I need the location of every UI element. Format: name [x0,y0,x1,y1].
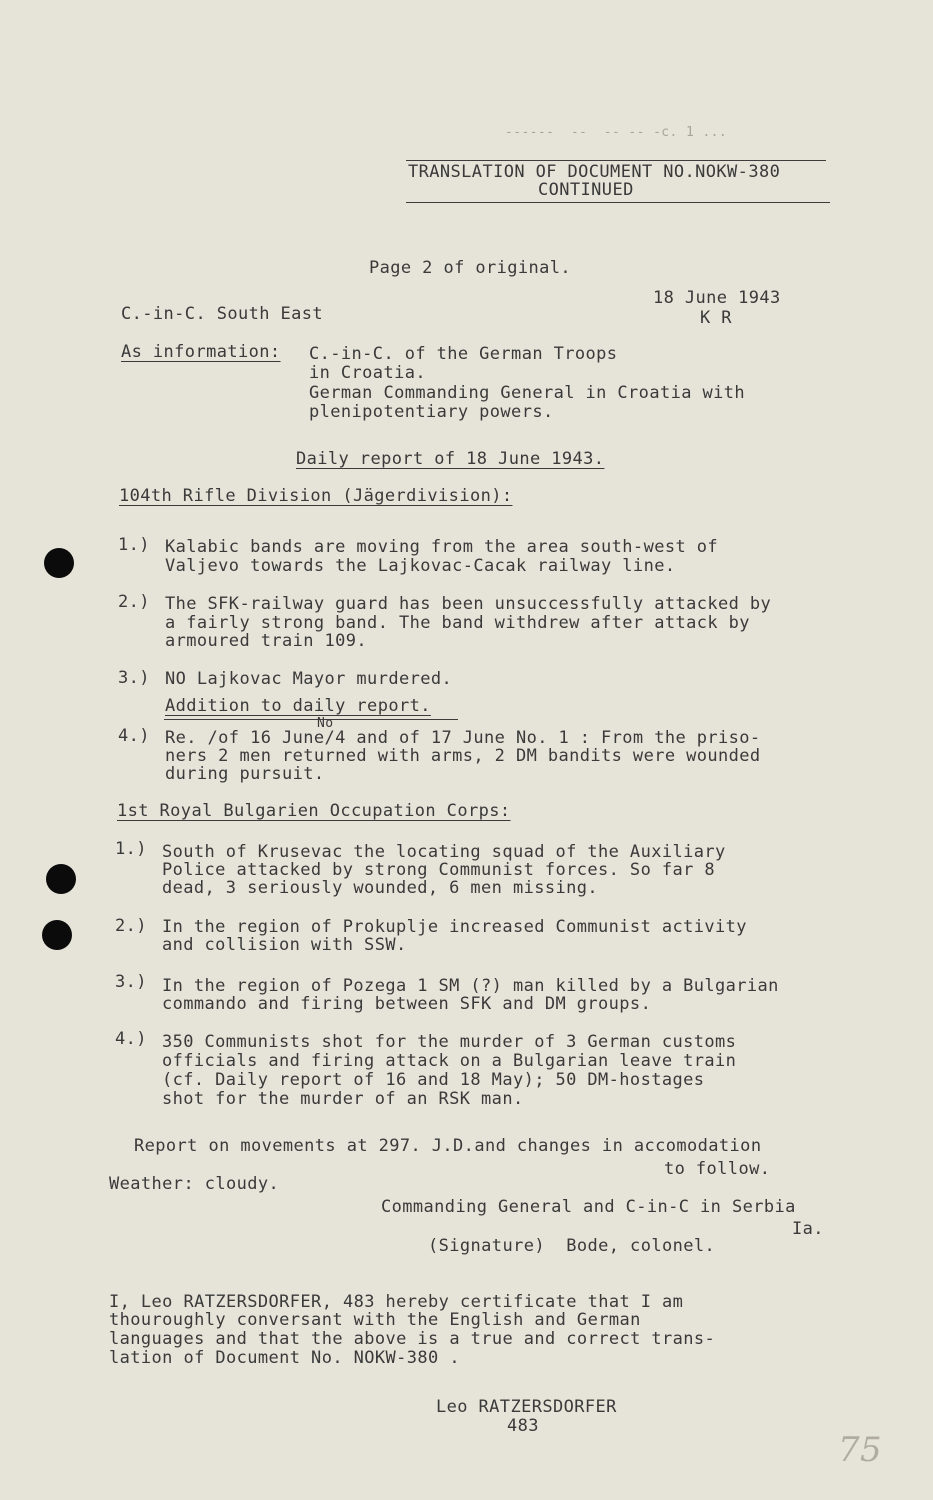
s2-item4-line4: shot for the murder of an RSK man. [162,1089,524,1109]
certificate-line4: lation of Document No. NOKW-380 . [109,1348,460,1368]
info-line-3: German Commanding General in Croatia with [309,383,746,403]
s2-item1-line2: Police attacked by strong Communist forces. So far 8 [162,860,716,880]
certificate-line1: I, Leo RATZERSDORFER, 483 hereby certificate that I am [109,1292,684,1312]
sender: C.-in-C. South East [121,304,324,324]
kr-mark: K R [700,308,732,328]
s1-item3-number: 3.) [118,668,150,688]
title-underline [406,202,830,203]
ia-mark: Ia. [792,1219,824,1239]
s2-item3-line1: In the region of Pozega 1 SM (?) man killed by a Bulgarian [162,976,779,996]
s2-item4-line2: officials and firing attack on a Bulgarian leave train [162,1051,737,1071]
section1-title: 104th Rifle Division (Jägerdivision): [119,486,513,506]
s2-item1-number: 1.) [115,839,147,859]
s1-item1-number: 1.) [118,535,150,555]
report-date: 18 June 1943 [653,288,781,308]
s1-item2-number: 2.) [118,592,150,612]
s2-item1-line1: South of Krusevac the locating squad of the Auxiliary [162,842,726,862]
s2-item1-line3: dead, 3 seriously wounded, 6 men missing. [162,878,599,898]
s1-item4-number: 4.) [118,726,150,746]
title-line2: CONTINUED [538,180,634,200]
faint-header: ------ -- -- -- -c. 1 ... [505,125,728,140]
certificate-line3: languages and that the above is a true and correct trans- [109,1329,716,1349]
s2-item3-line2: commando and firing between SFK and DM groups. [162,994,652,1014]
movements-line2: to follow. [664,1159,771,1179]
s2-item4-number: 4.) [115,1029,147,1049]
s1-item4-line2: ners 2 men returned with arms, 2 DM bandits were wounded [165,746,761,766]
s2-item3-number: 3.) [115,972,147,992]
s1-item4-line3: during pursuit. [165,764,325,784]
commanding-general: Commanding General and C-in-C in Serbia [381,1197,796,1217]
no-correction: No [317,716,334,731]
section2-title: 1st Royal Bulgarien Occupation Corps: [117,801,511,821]
page-reference: Page 2 of original. [369,258,572,278]
handwritten-page-mark: 75 [838,1430,883,1470]
movements-line1: Report on movements at 297. J.D.and changes in accomodation [134,1136,762,1156]
report-title: Daily report of 18 June 1943. [296,449,605,469]
s1-item1-line1: Kalabic bands are moving from the area south-west of [165,537,719,557]
s2-item4-line1: 350 Communists shot for the murder of 3 German customs [162,1032,737,1052]
title-line1: TRANSLATION OF DOCUMENT NO.NOKW-380 [408,162,781,182]
addition-underline [164,719,458,720]
s2-item2-number: 2.) [115,916,147,936]
addition-heading: Addition to daily report. [165,696,431,716]
s1-item2-line1: The SFK-railway guard has been unsuccessfully attacked by [165,594,772,614]
s2-item2-line2: and collision with SSW. [162,935,407,955]
punch-hole-top [44,548,74,578]
certificate-line2: thouroughly conversant with the English and German [109,1310,641,1330]
punch-hole-bottom [42,920,72,950]
s1-item4-line1: Re. /of 16 June/4 and of 17 June No. 1 : From the priso- [165,728,761,748]
title-overline [406,160,826,161]
info-line-4: plenipotentiary powers. [309,402,554,422]
s1-item2-line3: armoured train 109. [165,631,368,651]
s2-item4-line3: (cf. Daily report of 16 and 18 May); 50 DM-hostages [162,1070,705,1090]
s1-item2-line2: a fairly strong band. The band withdrew after attack by [165,613,750,633]
translator-number: 483 [507,1416,539,1436]
weather: Weather: cloudy. [109,1174,280,1194]
s2-item2-line1: In the region of Prokuplje increased Communist activity [162,917,747,937]
signature-line: (Signature) Bode, colonel. [428,1236,716,1256]
info-line-1: C.-in-C. of the German Troops [309,344,618,364]
punch-hole-middle [46,864,76,894]
info-line-2: in Croatia. [309,363,426,383]
s1-item1-line2: Valjevo towards the Lajkovac-Cacak railway line. [165,556,676,576]
info-label: As information: [121,342,281,362]
translator-name: Leo RATZERSDORFER [436,1397,617,1417]
s1-item3-line1: NO Lajkovac Mayor murdered. [165,669,453,689]
